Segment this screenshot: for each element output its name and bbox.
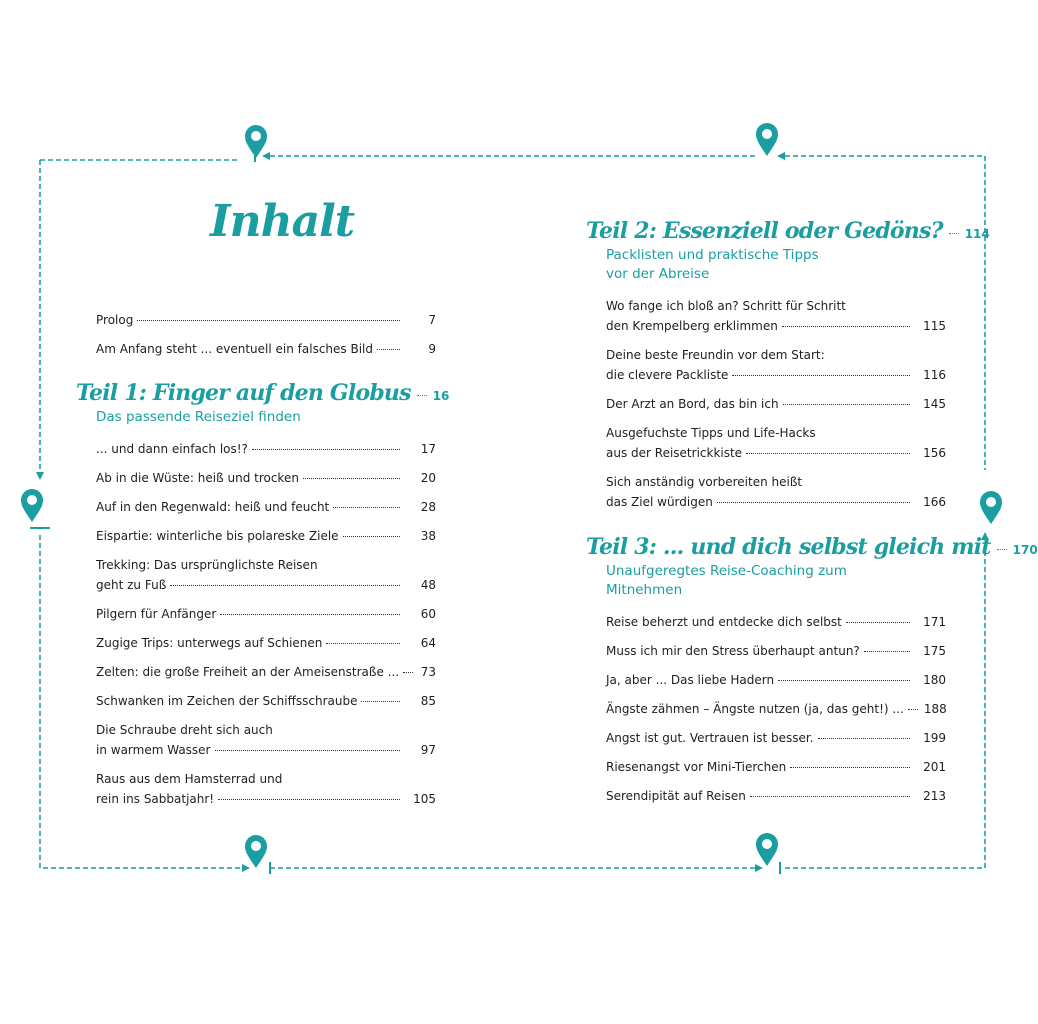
- map-pin-icon: [21, 489, 43, 522]
- page-number: 145: [923, 397, 946, 411]
- entry-line: [606, 641, 946, 661]
- toc-entry[interactable]: [96, 691, 436, 711]
- page-number: 9: [428, 342, 436, 356]
- toc-entry[interactable]: [606, 670, 946, 690]
- entry-line: [96, 691, 436, 711]
- toc-entry[interactable]: [606, 472, 946, 512]
- toc-entry[interactable]: [96, 769, 436, 809]
- entry-title-line: Raus aus dem Hamsterrad und: [96, 772, 283, 786]
- entry-title-line: Trekking: Das ursprünglichste Reisen: [96, 558, 318, 572]
- entry-title-line: in warmem Wasser: [96, 743, 211, 757]
- entry-line: [96, 575, 436, 595]
- entry-line: [96, 497, 436, 517]
- entry-title-line: Wo fange ich bloß an? Schritt für Schritt: [606, 299, 846, 313]
- entry-title-line: Ängste zähmen – Ängste nutzen (ja, das geht!) ...: [606, 702, 904, 716]
- part-subtitle: [76, 408, 436, 427]
- page-number: 171: [923, 615, 946, 629]
- entry-title-line: Pilgern für Anfänger: [96, 607, 217, 621]
- toc-entry[interactable]: [96, 555, 436, 595]
- page-number: 20: [420, 471, 436, 485]
- toc-entry[interactable]: [96, 497, 436, 517]
- toc-entry[interactable]: [606, 641, 946, 661]
- toc-entry[interactable]: [96, 310, 436, 330]
- entry-title-line: Zugige Trips: unterwegs auf Schienen: [96, 636, 323, 650]
- toc-entry[interactable]: [96, 526, 436, 546]
- part-heading-text: Teil 1: Finger auf den Globus: [76, 380, 411, 406]
- toc-entry[interactable]: [96, 662, 436, 682]
- map-pin-icon: [756, 833, 778, 866]
- dot-leader: [220, 614, 400, 615]
- dot-leader: [326, 643, 400, 644]
- part-subtitle-line: Unaufgeregtes Reise-Coaching zum: [606, 563, 847, 579]
- entry-line: [96, 633, 436, 653]
- toc-entry[interactable]: [606, 296, 946, 336]
- entry-line: [606, 670, 946, 690]
- page-number: 60: [420, 607, 436, 621]
- entry-title-line: Die Schraube dreht sich auch: [96, 723, 273, 737]
- map-pin-icon: [245, 835, 267, 868]
- dot-leader: [417, 395, 427, 396]
- entry-line: [96, 789, 436, 809]
- page-number: 73: [420, 665, 436, 679]
- toc-entry[interactable]: [606, 728, 946, 748]
- map-pin-icon: [756, 123, 778, 156]
- page-number: 166: [923, 495, 946, 509]
- page-number: 38: [420, 529, 436, 543]
- part-subtitle: [586, 562, 946, 600]
- part-heading[interactable]: [586, 218, 990, 244]
- dot-leader: [215, 750, 401, 751]
- toc-entry[interactable]: [96, 439, 436, 459]
- toc-entry[interactable]: [96, 468, 436, 488]
- entry-title-line: Riesenangst vor Mini-Tierchen: [606, 760, 787, 774]
- entry-line: [606, 612, 946, 632]
- toc-entry[interactable]: [606, 345, 946, 385]
- toc-entry[interactable]: [606, 757, 946, 777]
- entry-title-line: Auf in den Regenwald: heiß und feucht: [96, 500, 330, 514]
- page-number: 180: [923, 673, 946, 687]
- part-subtitle-line: Packlisten und praktische Tipps: [606, 247, 819, 263]
- entry-line: [96, 526, 436, 546]
- part-subtitle-line: vor der Abreise: [606, 266, 710, 282]
- toc-title: Inhalt: [210, 196, 355, 247]
- toc-entry[interactable]: [606, 612, 946, 632]
- dot-leader: [746, 453, 910, 454]
- page-number: 115: [923, 319, 946, 333]
- entry-title-line: Sich anständig vorbereiten heißt: [606, 475, 803, 489]
- entry-line: [606, 757, 946, 777]
- part-section: [586, 534, 1038, 600]
- part-heading-text: Teil 2: Essenziell oder Gedöns?: [586, 218, 943, 244]
- entry-line: [96, 604, 436, 624]
- entry-title-line: die clevere Packliste: [606, 368, 729, 382]
- dot-leader: [778, 680, 910, 681]
- entry-title-line: Am Anfang steht ... eventuell ein falsches Bild: [96, 342, 373, 356]
- dot-leader: [997, 549, 1007, 550]
- part-heading[interactable]: [76, 380, 450, 406]
- page-number: 201: [923, 760, 946, 774]
- entry-line: [606, 786, 946, 806]
- entry-line: [96, 468, 436, 488]
- entry-title-line: Muss ich mir den Stress überhaupt antun?: [606, 644, 860, 658]
- page-number: 213: [923, 789, 946, 803]
- page-number: 28: [420, 500, 436, 514]
- map-pin-icon: [245, 125, 267, 158]
- entry-line: [96, 339, 436, 359]
- page-number: 85: [420, 694, 436, 708]
- toc-entry[interactable]: [606, 394, 946, 414]
- entry-title-line: Eispartie: winterliche bis polareske Ziele: [96, 529, 339, 543]
- entry-line: [606, 443, 946, 463]
- toc-entry[interactable]: [96, 720, 436, 760]
- dot-leader: [864, 651, 910, 652]
- entry-title-line: Ja, aber ... Das liebe Hadern: [606, 673, 775, 687]
- entry-title-line: Schwanken im Zeichen der Schiffsschraube: [96, 694, 358, 708]
- dot-leader: [750, 796, 910, 797]
- entry-title-line: das Ziel würdigen: [606, 495, 713, 509]
- entry-title-line: Reise beherzt und entdecke dich selbst: [606, 615, 842, 629]
- entry-title-line: Der Arzt an Bord, das bin ich: [606, 397, 779, 411]
- entry-title-line: Ab in die Wüste: heiß und trocken: [96, 471, 299, 485]
- page-number: 105: [413, 792, 436, 806]
- toc-entry[interactable]: [96, 633, 436, 653]
- entry-line: [96, 439, 436, 459]
- page-number: 17: [420, 442, 436, 456]
- dot-leader: [137, 320, 400, 321]
- dot-leader: [846, 622, 910, 623]
- entry-line: [606, 316, 946, 336]
- entry-title-line: Ausgefuchste Tipps und Life-Hacks: [606, 426, 816, 440]
- page-number: 16: [432, 389, 450, 403]
- dot-leader: [377, 349, 400, 350]
- dot-leader: [361, 701, 400, 702]
- toc-entry[interactable]: [606, 423, 946, 463]
- dot-leader: [908, 709, 918, 710]
- dot-leader: [218, 799, 400, 800]
- dot-leader: [790, 767, 910, 768]
- entry-line: [606, 394, 946, 414]
- dot-leader: [818, 738, 911, 739]
- entry-title-line: rein ins Sabbatjahr!: [96, 792, 215, 806]
- entry-title-line: den Krempelberg erklimmen: [606, 319, 778, 333]
- part-subtitle-line: Das passende Reiseziel finden: [96, 409, 301, 425]
- entry-line: [606, 699, 946, 719]
- dot-leader: [403, 672, 413, 673]
- entry-title-line: aus der Reisetrickkiste: [606, 446, 743, 460]
- dot-leader: [303, 478, 400, 479]
- page-number: 170: [1012, 543, 1038, 557]
- part-subtitle: [586, 246, 946, 284]
- dot-leader: [170, 585, 400, 586]
- entry-line: [606, 365, 946, 385]
- part-section: [76, 380, 450, 427]
- dot-leader: [252, 449, 400, 450]
- page-number: 188: [923, 702, 947, 716]
- entry-line: [96, 310, 436, 330]
- entry-title-line: Prolog: [96, 313, 134, 327]
- dot-leader: [783, 404, 910, 405]
- entry-title-line: Zelten: die große Freiheit an der Ameisenstraße ...: [96, 665, 400, 679]
- entry-line: [96, 662, 436, 682]
- dot-leader: [717, 502, 910, 503]
- page-number: 64: [420, 636, 436, 650]
- entry-line: [606, 492, 946, 512]
- page-number: 116: [923, 368, 946, 382]
- toc-entry[interactable]: [96, 339, 436, 359]
- dot-leader: [949, 233, 959, 234]
- page-number: 199: [923, 731, 946, 745]
- dot-leader: [782, 326, 910, 327]
- entry-title-line: ... und dann einfach los!?: [96, 442, 248, 456]
- entry-title-line: Serendipität auf Reisen: [606, 789, 746, 803]
- entry-title-line: Angst ist gut. Vertrauen ist besser.: [606, 731, 814, 745]
- page-number: 7: [428, 313, 436, 327]
- entry-line: [96, 740, 436, 760]
- entry-title-line: Deine beste Freundin vor dem Start:: [606, 348, 825, 362]
- part-subtitle-line: Mitnehmen: [606, 582, 683, 598]
- dot-leader: [343, 536, 400, 537]
- part-heading[interactable]: [586, 534, 1038, 560]
- page-number: 114: [964, 227, 990, 241]
- page-number: 175: [923, 644, 946, 658]
- toc-entry[interactable]: [606, 699, 946, 719]
- map-pin-icon: [980, 491, 1002, 524]
- toc-entry[interactable]: [96, 604, 436, 624]
- part-heading-text: Teil 3: ... und dich selbst gleich mit: [586, 534, 991, 560]
- entry-title-line: geht zu Fuß: [96, 578, 167, 592]
- part-section: [586, 218, 990, 284]
- entry-line: [606, 728, 946, 748]
- dot-leader: [333, 507, 400, 508]
- page-number: 156: [923, 446, 946, 460]
- toc-entry[interactable]: [606, 786, 946, 806]
- dot-leader: [732, 375, 910, 376]
- page-number: 48: [420, 578, 436, 592]
- page-number: 97: [420, 743, 436, 757]
